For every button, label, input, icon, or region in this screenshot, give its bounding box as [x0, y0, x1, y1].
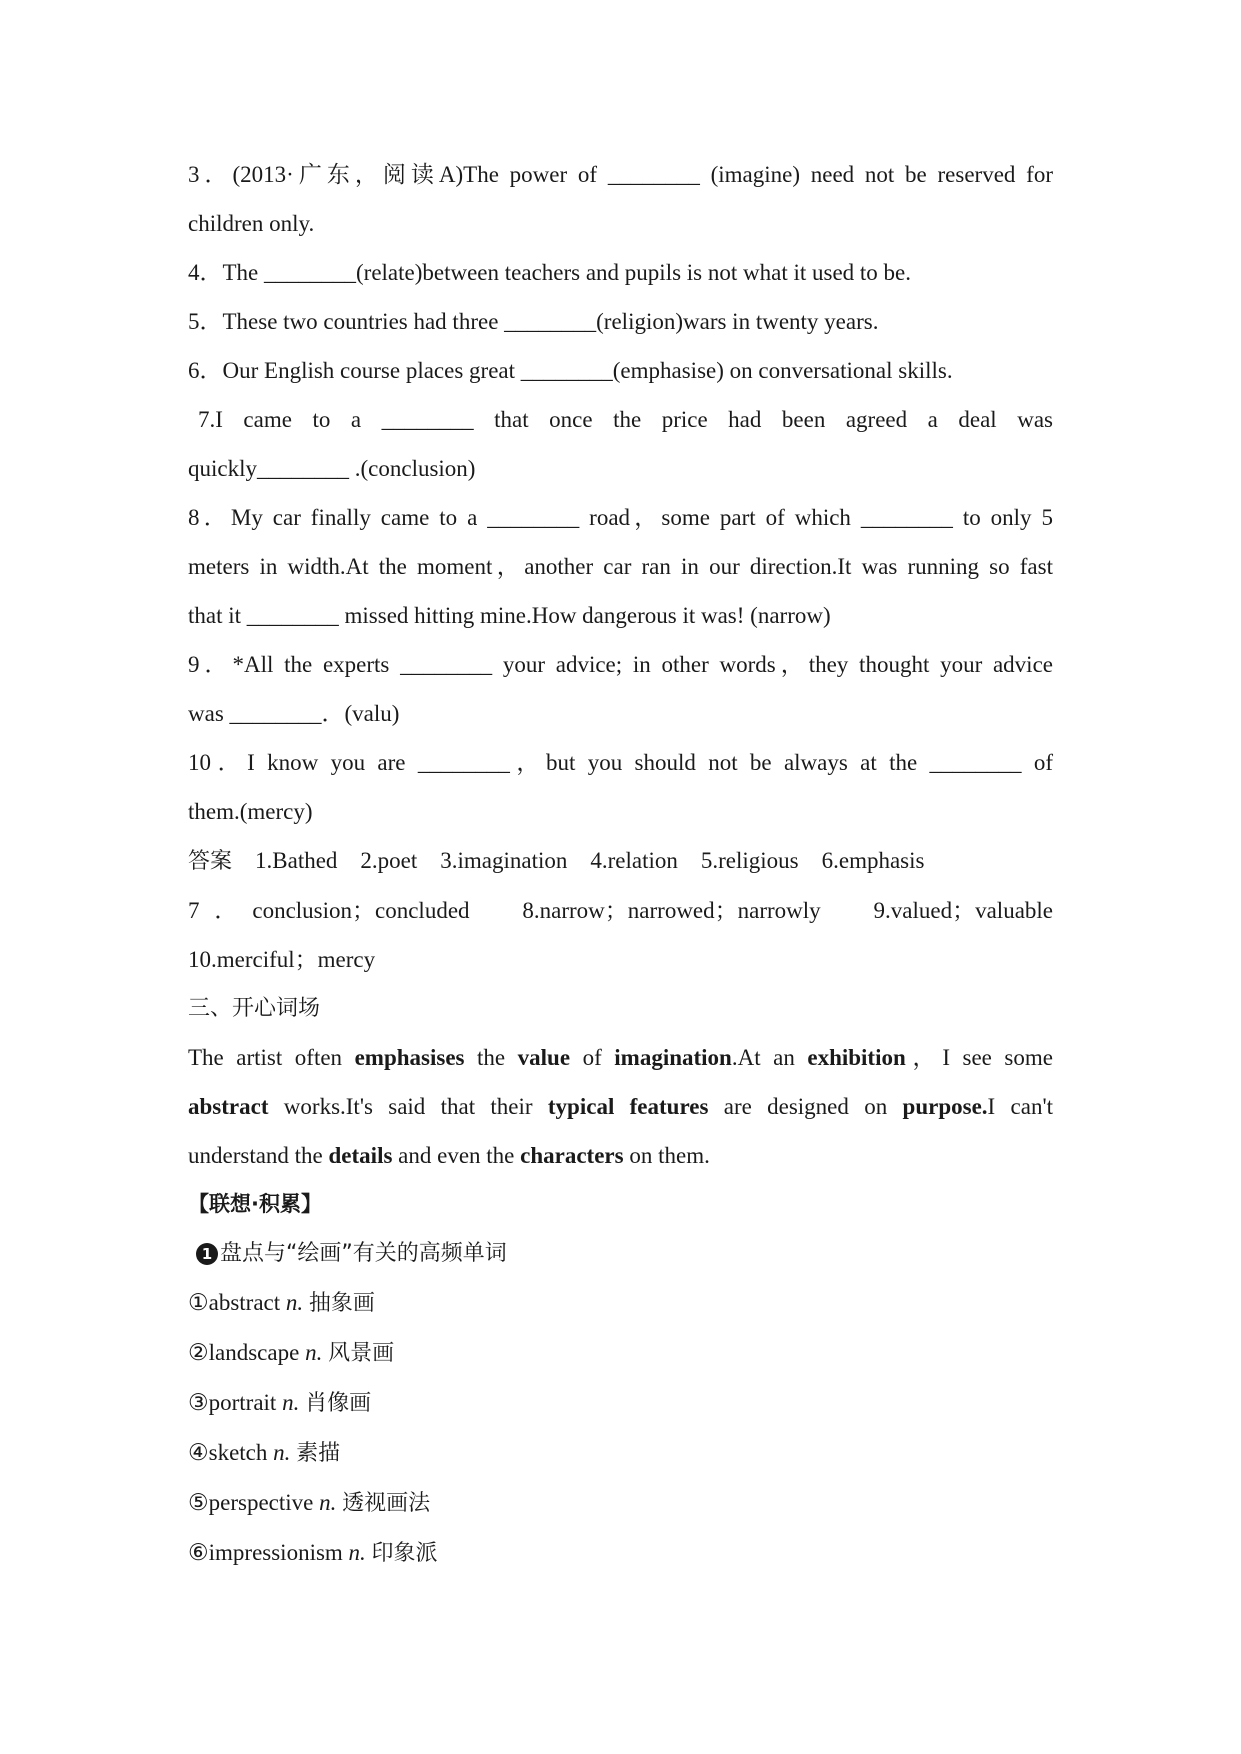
keyword: abstract	[188, 1094, 269, 1119]
vocab-item: ②landscape n. 风景画	[188, 1340, 395, 1366]
vocab-group-title	[188, 1229, 1053, 1278]
vocab-item: ④sketch n. 素描	[188, 1440, 341, 1466]
keyword: purpose.	[902, 1094, 988, 1119]
document-page	[188, 150, 1053, 1578]
answers-text-1: 1.Bathed 2.poet 3.imagination 4.relation 5.religious 6.emphasis	[255, 848, 925, 873]
keyword: characters	[520, 1143, 624, 1168]
vocab-item: ⑤perspective n. 透视画法	[188, 1490, 431, 1516]
passage-line-1: The artist often emphasises the value of imagination.At an exhibition，I see some	[188, 1045, 1053, 1070]
exercise-8-line-2: meters in width.At the moment，another car ran in our direction.It was running so fast	[188, 554, 1053, 579]
vocab-item: ①abstract n. 抽象画	[188, 1290, 375, 1316]
answers-line-2: 7．conclusion；concluded 8.narrow；narrowed；narrowly 9.valued；valuable	[188, 898, 1053, 923]
keyword: details	[328, 1143, 393, 1168]
exercise-7-line-2: quickly________ .(conclusion)	[188, 456, 476, 481]
exercise-8-line-3: that it ________ missed hitting mine.How dangerous it was! (narrow)	[188, 603, 831, 628]
exercise-7-line-1: 7.I came to a ________ that once the price had been agreed a deal was	[198, 407, 1053, 432]
exercise-3-line-1: 3．(2013·广东，阅读A)The power of ________ (imagine) need not be reserved for	[188, 162, 1053, 187]
keyword: typical features	[547, 1094, 709, 1119]
answers-line-3: 10.merciful；mercy	[188, 947, 376, 972]
answers-label: 答案	[188, 849, 233, 874]
section-heading: 三、开心词场	[188, 996, 321, 1021]
vocab-list	[188, 1278, 1053, 1578]
passage-line-3: understand the details and even the characters on them.	[188, 1143, 710, 1168]
keyword: value	[517, 1045, 571, 1070]
vocab-item: ③portrait n. 肖像画	[188, 1390, 372, 1416]
exercise-6: 6．Our English course places great ________(emphasise) on conversational skills.	[188, 358, 953, 383]
keyword: emphasises	[354, 1045, 465, 1070]
accumulate-title: 【联想·积累】	[188, 1192, 322, 1216]
exercise-3-line-2: children only.	[188, 211, 315, 236]
vocab-group-text: 盘点与“绘画”有关的高频单词	[220, 1241, 507, 1266]
exercise-10-line-2: them.(mercy)	[188, 799, 313, 824]
exercise-8-line-1: 8．My car finally came to a ________ road，some part of which ________ to only 5	[188, 505, 1053, 530]
vocab-item: ⑥impressionism n. 印象派	[188, 1540, 438, 1566]
keyword: exhibition	[807, 1045, 906, 1070]
exercise-5: 5．These two countries had three ________(religion)wars in twenty years.	[188, 309, 879, 334]
exercise-9-line-2: was ________．(valu)	[188, 701, 400, 726]
answers-line-1	[188, 836, 1053, 886]
circled-number-icon: 1	[196, 1243, 218, 1265]
exercise-4: 4．The ________(relate)between teachers and pupils is not what it used to be.	[188, 260, 912, 285]
exercise-10-line-1: 10．I know you are ________，but you should not be always at the ________ of	[188, 750, 1053, 775]
exercise-9-line-1: 9．*All the experts ________ your advice; in other words，they thought your advice	[188, 652, 1053, 677]
keyword: imagination	[614, 1045, 732, 1070]
passage-line-2: abstract works.It's said that their typical features are designed on purpose.I can't	[188, 1094, 1053, 1119]
